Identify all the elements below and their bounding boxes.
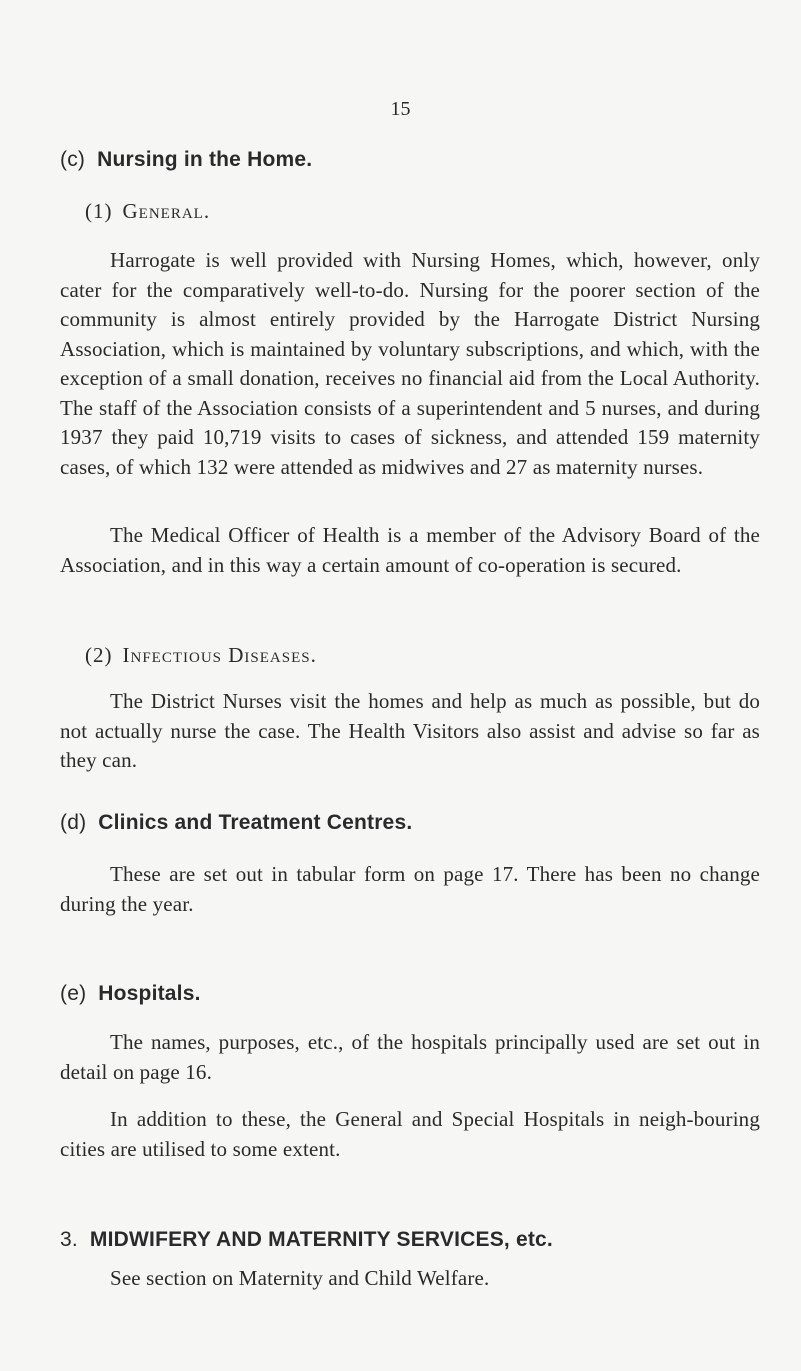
section-3-heading [60,1228,553,1252]
subsection-2-marker: (2) [85,643,113,667]
section-d-heading [60,811,412,835]
section-d-title: Clinics and Treatment Centres. [98,811,413,834]
paragraph-hospitals: The names, purposes, etc., of the hospitals principally used are set out in detail on page 16. [60,1030,760,1084]
paragraph-nursing-general: Harrogate is well provided with Nursing Homes, which, however, only cater for the comparatively well-to-do. Nursing for the poorer section of the community is almost entirely provided by the Harrogate District Nursing Association, which is maintained by voluntary subscriptions, and which, with the exception of a small donation, receives no financial aid from the Local Authority. The staff of the Association consists of a superintendent and 5 nurses, and during 1937 they paid 10,719 visits to cases of sickness, and attended 159 maternity cases, of which 132 were attended as midwives and 27 as maternity nurses. [60,248,760,479]
section-e-marker: (e) [60,982,87,1005]
paragraph-infectious-diseases: The District Nurses visit the homes and help as much as possible, but do not actually nurse the case. The Health Visitors also assist and advise so far as they can. [60,689,760,772]
section-3-title: MIDWIFERY AND MATERNITY SERVICES, etc. [89,1228,553,1251]
subsection-2-title: Infectious Diseases. [122,643,317,667]
section-c-heading [60,148,312,172]
section-d-marker: (d) [60,811,87,834]
section-e-heading [60,982,201,1006]
paragraph-medical-officer: The Medical Officer of Health is a member of the Advisory Board of the Association, and in this way a certain amount of co-operation is secured. [60,523,760,577]
section-e-title: Hospitals. [98,982,201,1005]
paragraph-hospitals-addition: In addition to these, the General and Special Hospitals in neigh-bouring cities are utilised to some extent. [60,1107,760,1161]
paragraph-clinics: These are set out in tabular form on page 17. There has been no change during the year. [60,862,760,916]
subsection-2-heading [85,643,317,668]
page-number: 15 [390,98,411,120]
section-c-title: Nursing in the Home. [97,148,313,171]
subsection-1-marker: (1) [85,199,113,223]
subsection-1-heading [85,199,210,224]
section-3-marker: 3. [60,1228,78,1251]
paragraph-midwifery: See section on Maternity and Child Welfare. [110,1266,490,1290]
section-c-marker: (c) [60,148,86,171]
subsection-1-title: General. [122,199,211,223]
